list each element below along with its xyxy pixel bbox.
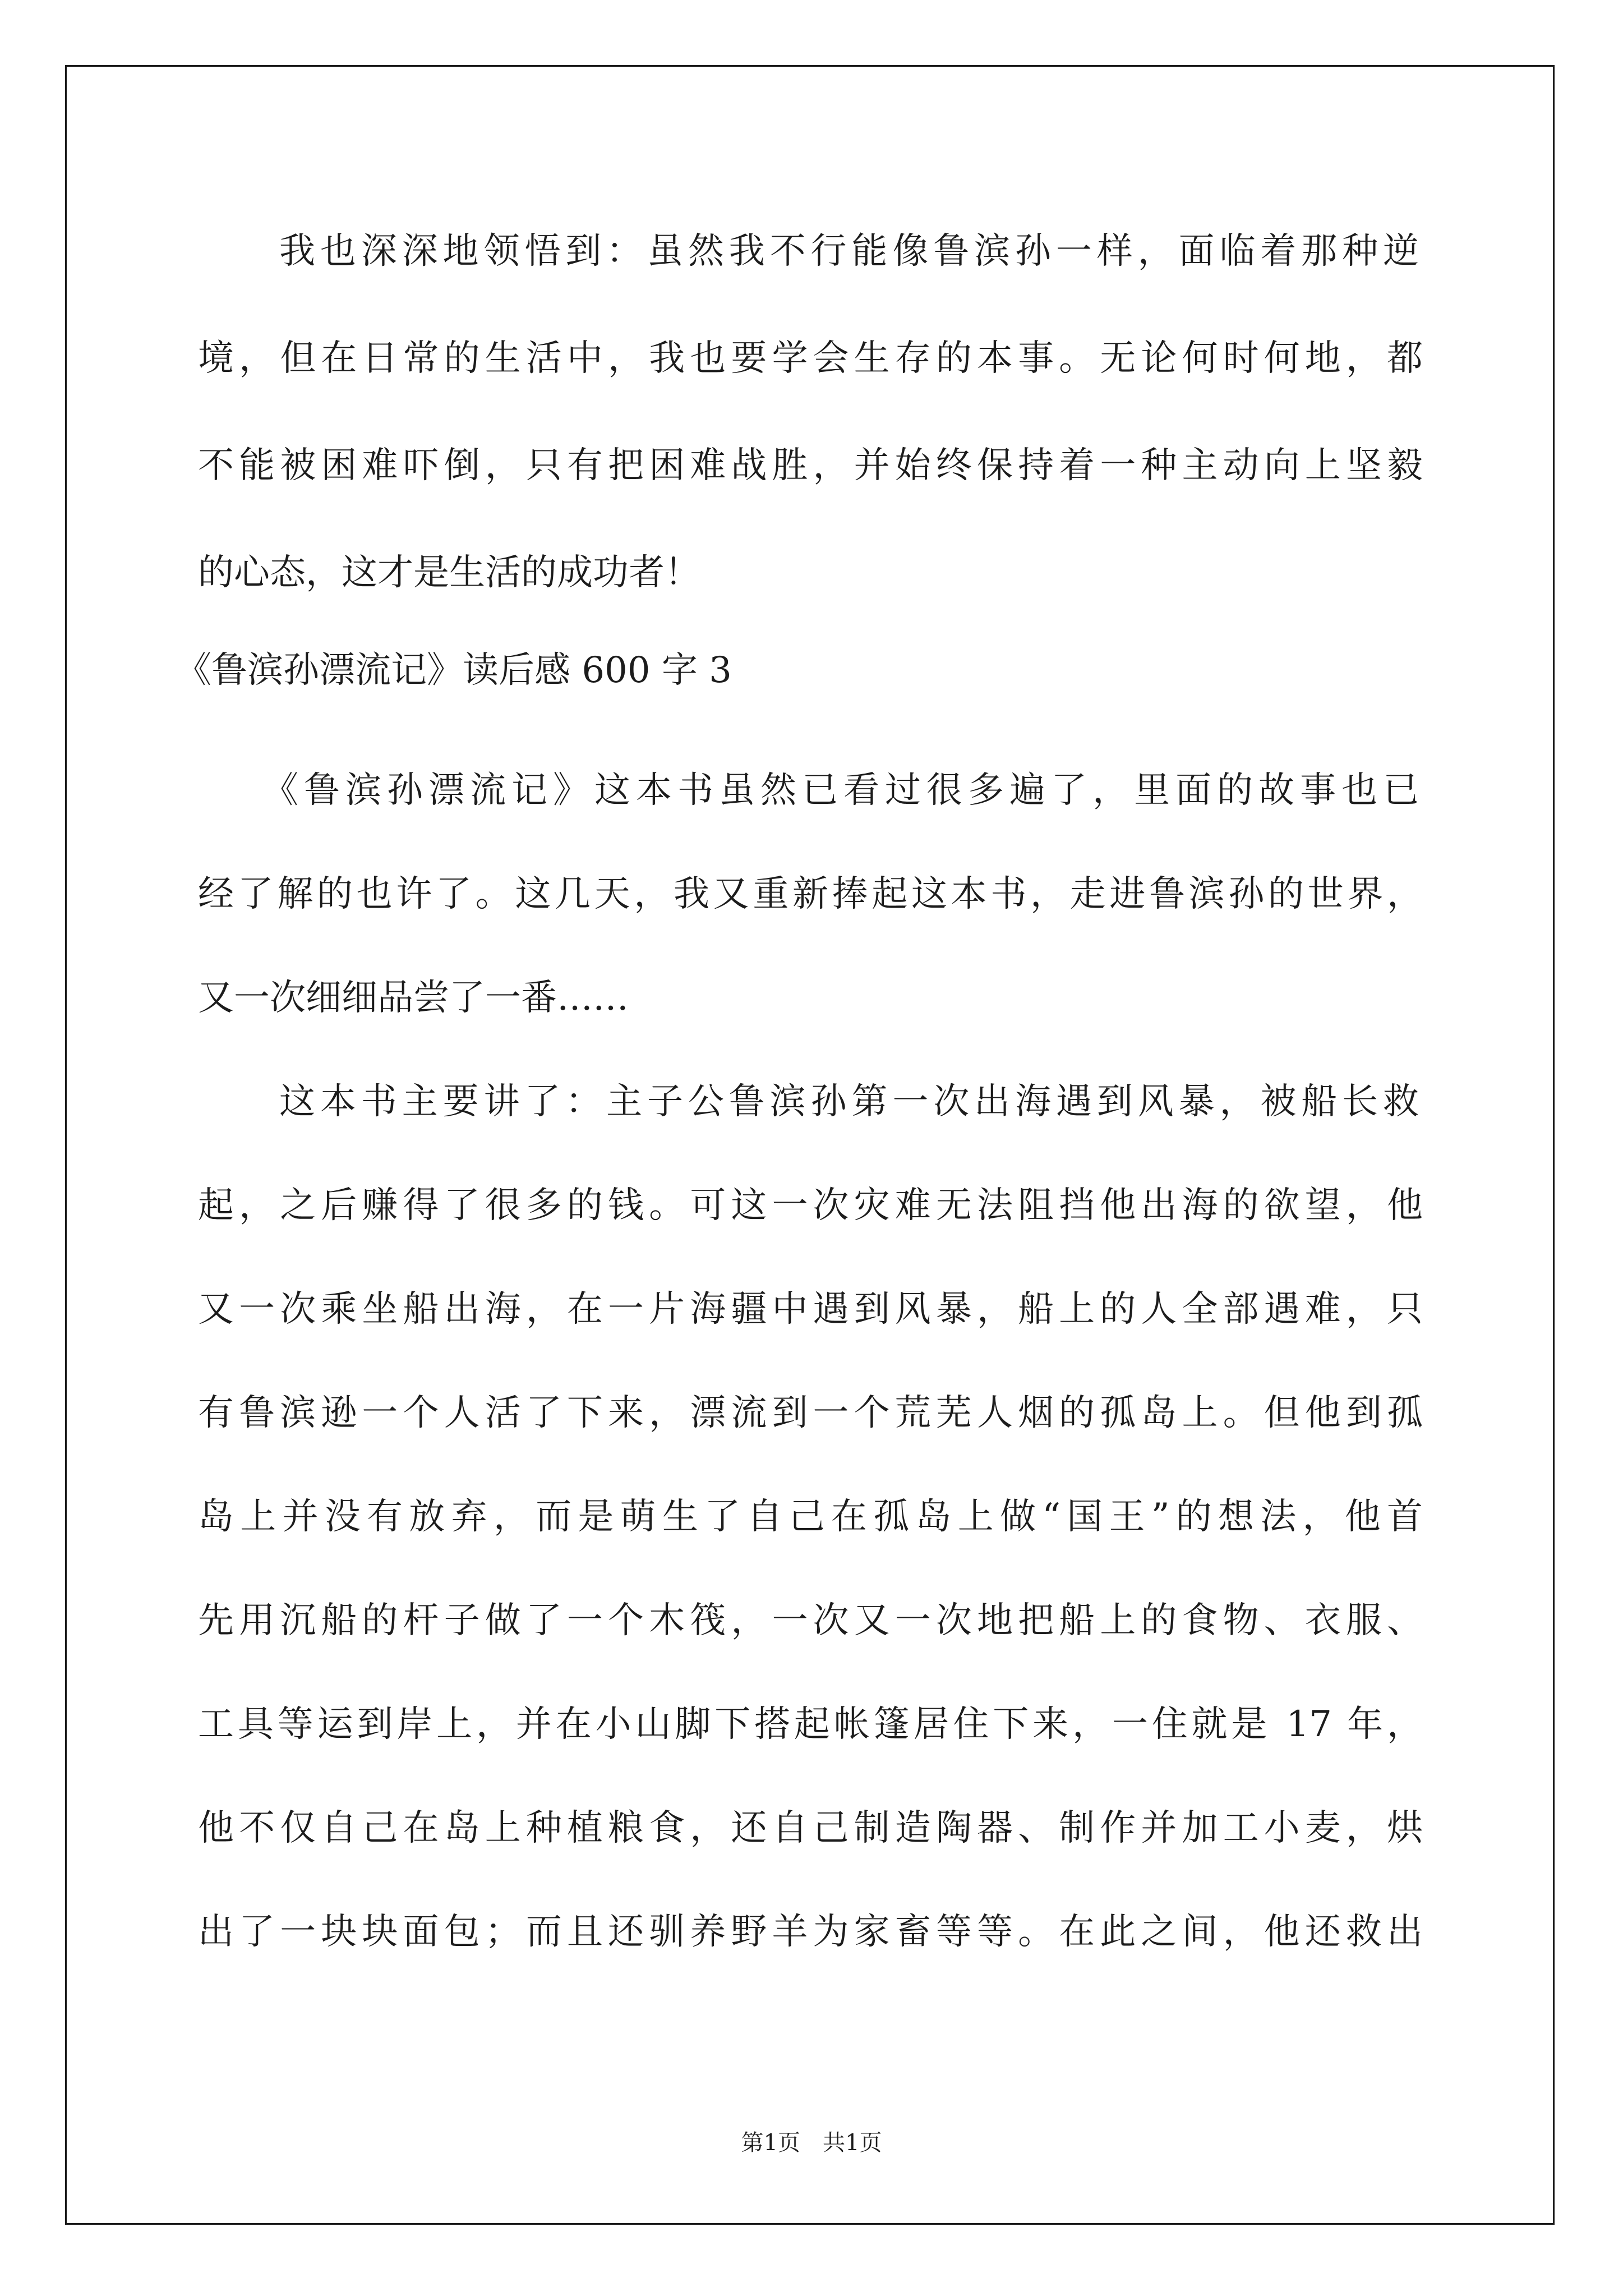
paragraph-3-line-8 [198,1807,1423,1849]
paragraph-2-line-3 [198,977,629,1019]
paragraph-3-line-3 [198,1289,1423,1330]
section-heading [176,650,732,691]
paragraph-3-line-1 [279,1081,1419,1122]
line-text: 的心态，这才是生活的成功者！ [198,552,700,593]
line-text: 他不仅自己在岛上种植粮食，还自己制造陶器、制作并加工小麦，烘 [198,1807,1423,1849]
line-text: 先用沉船的杆子做了一个木筏，一次又一次地把船上的食物、衣服、 [198,1600,1423,1641]
paragraph-3-line-2 [198,1185,1423,1226]
paragraph-3-line-6 [198,1600,1423,1641]
paragraph-1-line-1 [279,231,1419,272]
paragraph-3-line-4 [198,1392,1423,1434]
page-border [65,65,1555,2225]
line-text: 经了解的也许了。这几天，我又重新捧起这本书，走进鲁滨孙的世界， [198,873,1423,915]
paragraph-1-line-2 [198,338,1423,379]
line-text: 这本书主要讲了：主子公鲁滨孙第一次出海遇到风暴，被船长救 [279,1081,1419,1122]
page-number: 第1页 共1页 [741,2130,882,2156]
paragraph-3-line-5 [198,1496,1423,1538]
line-text: 《鲁滨孙漂流记》这本书虽然已看过很多遍了，里面的故事也已 [262,770,1419,811]
line-text: 有鲁滨逊一个人活了下来，漂流到一个荒芜人烟的孤岛上。但他到孤 [198,1392,1423,1434]
line-text: 又一次细细品尝了一番…… [198,977,629,1019]
line-text: 境，但在日常的生活中，我也要学会生存的本事。无论何时何地，都 [198,338,1423,379]
line-text: 不能被困难吓倒，只有把困难战胜，并始终保持着一种主动向上坚毅 [198,445,1423,486]
line-text: 工具等运到岸上，并在小山脚下搭起帐篷居住下来，一住就是 17 年， [198,1704,1423,1745]
paragraph-3-line-9 [198,1911,1423,1953]
line-text: 又一次乘坐船出海，在一片海疆中遇到风暴，船上的人全部遇难，只 [198,1289,1423,1330]
paragraph-2-line-1 [262,770,1419,811]
paragraph-1-line-3 [198,445,1423,486]
heading-text: 《鲁滨孙漂流记》读后感 600 字 3 [176,650,732,691]
line-text: 起，之后赚得了很多的钱。可这一次灾难无法阻挡他出海的欲望，他 [198,1185,1423,1226]
line-text: 出了一块块面包；而且还驯养野羊为家畜等等。在此之间，他还救出 [198,1911,1423,1953]
paragraph-3-line-7 [198,1704,1423,1745]
line-text: 岛上并没有放弃，而是萌生了自己在孤岛上做“国王”的想法，他首 [198,1496,1423,1538]
line-text: 我也深深地领悟到：虽然我不行能像鲁滨孙一样，面临着那种逆 [279,231,1419,272]
paragraph-1-line-4 [198,552,700,593]
paragraph-2-line-2 [198,873,1423,915]
